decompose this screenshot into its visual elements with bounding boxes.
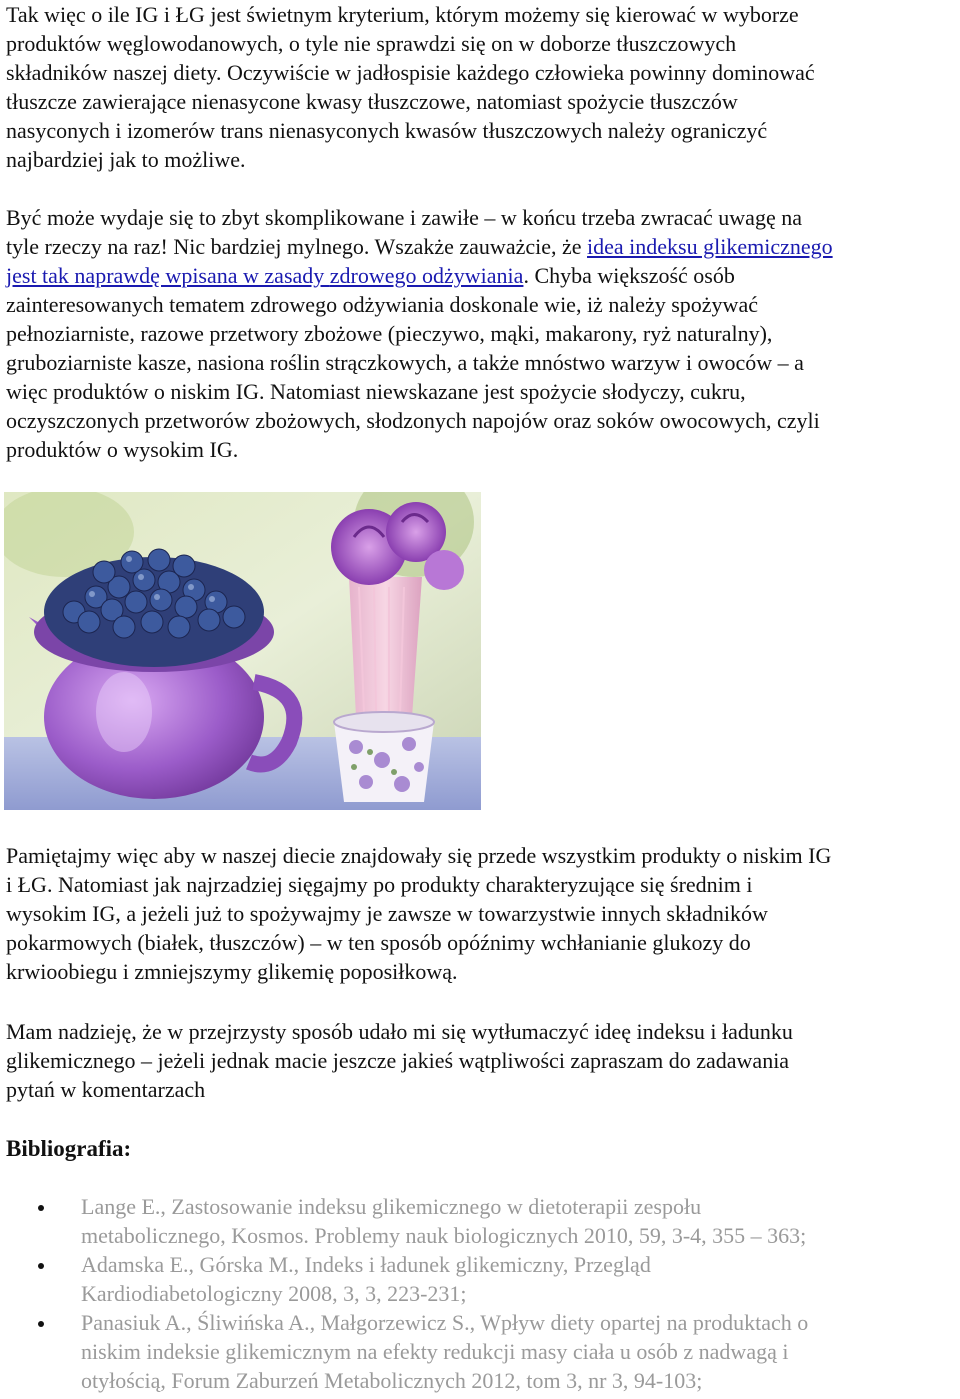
text-line: Lange E., Zastosowanie indeksu glikemicznego w dietoterapii zespołu [81,1194,702,1219]
text-line: metabolicznego, Kosmos. Problemy nauk biologicznych 2010, 59, 3-4, 355 – 363; [81,1223,807,1248]
text-line: i ŁG. Natomiast jak najrzadziej sięgajmy po produkty charakteryzujące się średnim i [6,872,753,897]
paragraph-healthy-eating [6,203,956,464]
bibliography-item [0,1192,960,1250]
text-line: Kardiodiabetologiczny 2008, 3, 3, 223-231; [81,1281,467,1306]
text-line: Panasiuk A., Śliwińska A., Małgorzewicz S., Wpływ diety opartej na produktach o [81,1310,809,1335]
text-line: gruboziarniste kasze, nasiona roślin strączkowych, a także mnóstwo warzyw i owoców – a [6,350,804,375]
bibliography-item [0,1250,960,1308]
text-line: krwioobiegu i zmniejszymy glikemię poposiłkową. [6,959,458,984]
text-line: składników naszej diety. Oczywiście w jadłospisie każdego człowieka powinny dominować [6,60,815,85]
bibliography-item [0,1308,960,1395]
paragraph-low-ig [6,841,956,986]
text-segment: tyle rzeczy na raz! Nic bardziej mylnego. Wszakże zauważcie, że [6,234,588,259]
paragraph-closing [6,1017,956,1104]
text-line: wysokim IG, a jeżeli już to spożywajmy je zawsze w towarzystwie innych składników [6,901,768,926]
text-line: tłuszcze zawierające nienasycone kwasy tłuszczowe, natomiast spożycie tłuszczów [6,89,738,114]
text-line: otyłością, Forum Zaburzeń Metabolicznych 2012, tom 3, nr 3, 94-103; [81,1368,703,1393]
text-line: zainteresowanych tematem zdrowego odżywiania doskonale wie, iż należy spożywać [6,292,758,317]
text-line: Tak więc o ile IG i ŁG jest świetnym kryterium, którym możemy się kierować w wyborze [6,2,799,27]
text-line: Być może wydaje się to zbyt skomplikowane i zawiłe – w końcu trzeba zwracać uwagę na [6,205,802,230]
glycemic-index-link[interactable]: idea indeksu glikemicznego [587,234,833,259]
text-line: produktów węglowodanowych, o tyle nie sprawdzi się on w doborze tłuszczowych [6,31,737,56]
text-line: oczyszczonych przetworów zbożowych, słodzonych napojów oraz soków owocowych, czyli [6,408,820,433]
text-line: nasyconych i izomerów trans nienasyconych kwasów tłuszczowych należy ograniczyć [6,118,768,143]
text-line: więc produktów o niskim IG. Natomiast niewskazane jest spożycie słodyczy, cukru, [6,379,746,404]
text-line: Pamiętajmy więc aby w naszej diecie znajdowały się przede wszystkim produkty o niskim IG [6,843,832,868]
text-line: pełnoziarniste, razowe przetwory zbożowe (pieczywo, mąki, makarony, ryż naturalny), [6,321,773,346]
text-line: pokarmowych (białek, tłuszczów) – w ten sposób opóźnimy wchłanianie glukozy do [6,930,751,955]
paragraph-fats [6,0,956,174]
text-line: najbardziej jak to możliwe. [6,147,246,172]
text-line [6,261,956,290]
healthy-eating-link[interactable]: zdrowego odżywiania [329,263,524,288]
text-line: Mam nadzieję, że w przejrzysty sposób udało mi się wytłumaczyć ideę indeksu i ładunku [6,1019,793,1044]
text-line: Adamska E., Górska M., Indeks i ładunek glikemiczny, Przegląd [81,1252,651,1277]
photo-illustration [4,492,481,810]
blueberries-jug-photo [4,492,481,810]
text-line: pytań w komentarzach [6,1077,206,1102]
bibliography-list [0,1192,960,1395]
text-line: produktów o wysokim IG. [6,437,239,462]
text-segment: . Chyba większość osób [523,263,735,288]
text-line: niskim indeksie glikemicznym na efekty redukcji masy ciała u osób z nadwagą i [81,1339,789,1364]
text-line: glikemicznego – jeżeli jednak macie jeszcze jakieś wątpliwości zapraszam do zadawania [6,1048,790,1073]
glycemic-index-link-continued[interactable]: jest tak naprawdę wpisana w zasady [6,263,330,288]
bibliography-heading: Bibliografia: [6,1136,132,1161]
text-line [6,232,956,261]
